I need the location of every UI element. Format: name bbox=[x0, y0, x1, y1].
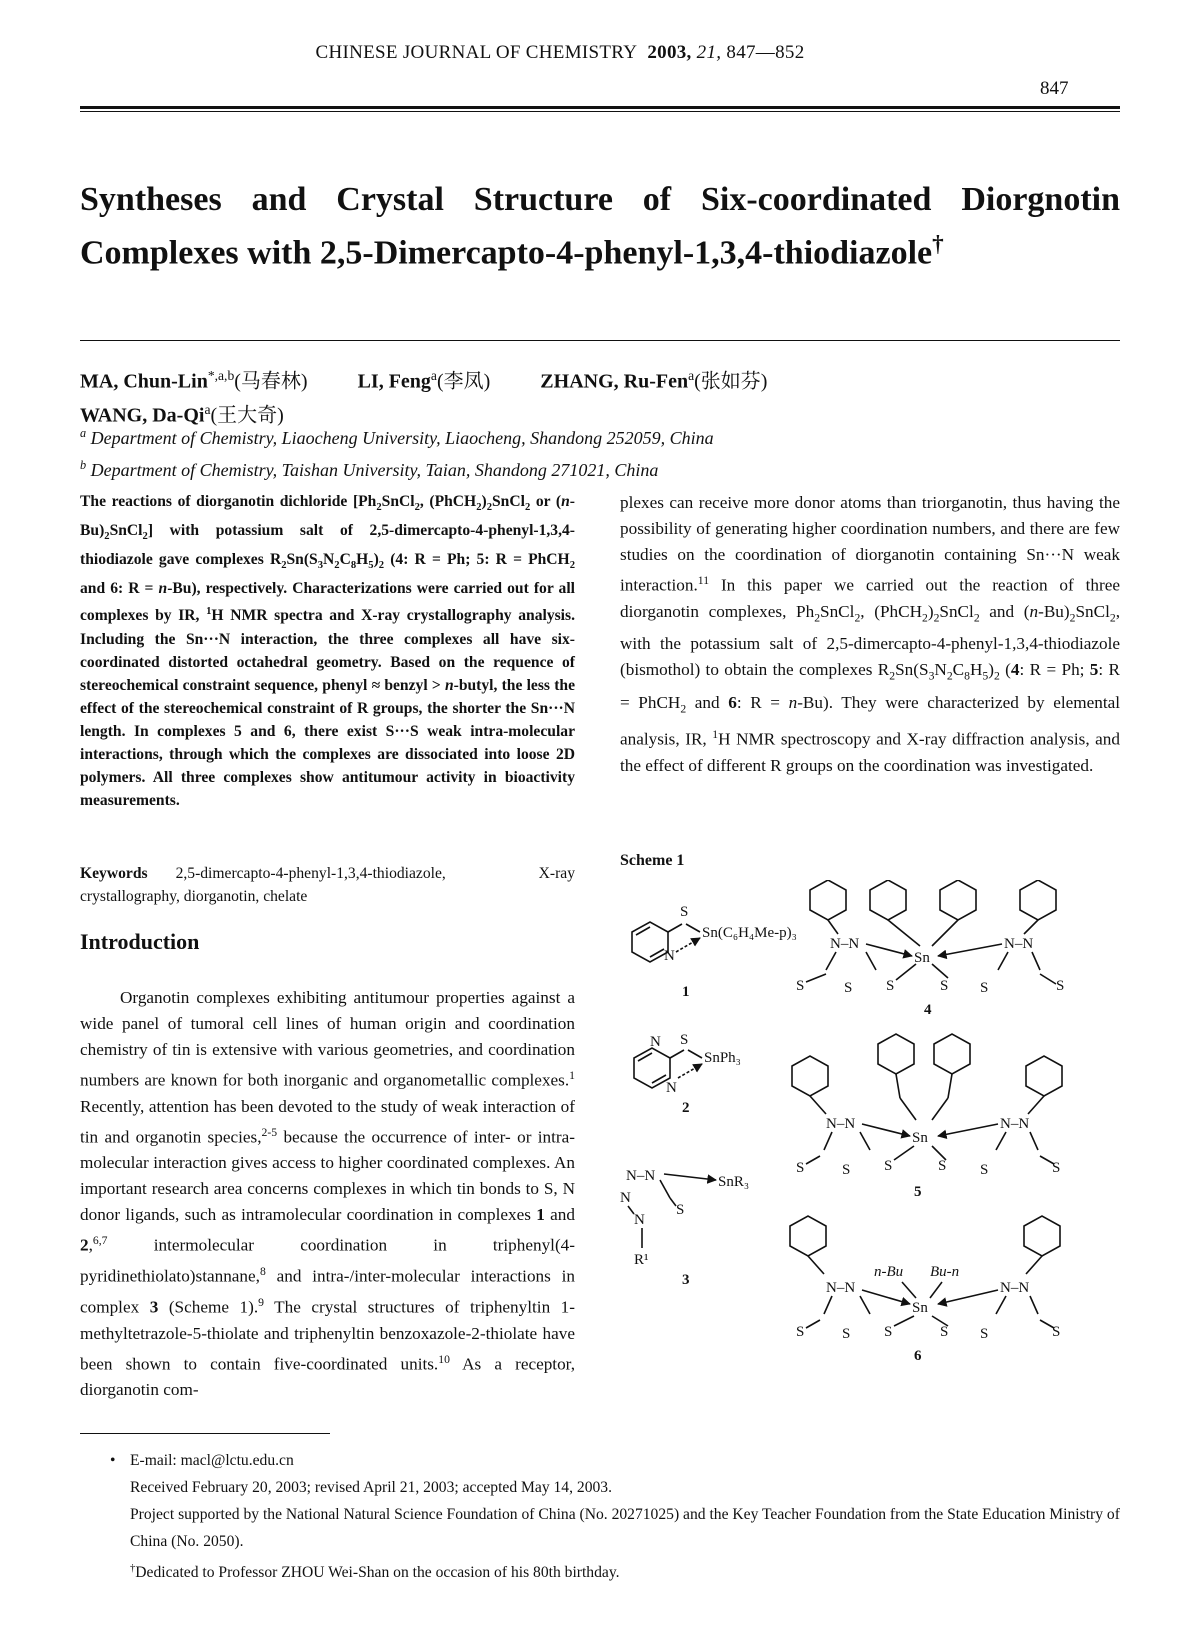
atom-label: N–N bbox=[1000, 1280, 1030, 1296]
atom-label: S bbox=[980, 1162, 989, 1178]
author-cn: (王大奇) bbox=[210, 404, 284, 427]
atom-label: S bbox=[796, 1324, 805, 1340]
affiliation-text: Department of Chemistry, Taishan University, Taian, Shandong 271021, China bbox=[90, 460, 659, 480]
paper-title bbox=[80, 178, 1120, 275]
atom-label: N bbox=[620, 1190, 631, 1206]
atom-label: S bbox=[796, 1160, 805, 1176]
compound-2 bbox=[634, 1032, 741, 1116]
atom-label: S bbox=[980, 1326, 989, 1342]
compound-label: 3 bbox=[682, 1272, 690, 1288]
compound-label: 4 bbox=[924, 1002, 932, 1018]
author-mark: a bbox=[688, 368, 695, 383]
atom-label: N bbox=[666, 1080, 677, 1096]
journal-volume: 21, bbox=[696, 42, 722, 63]
substituent-label: SnR₃ bbox=[718, 1174, 750, 1190]
substituent-label: SnPh₃ bbox=[704, 1050, 741, 1066]
substituent-label: n-Bu bbox=[874, 1264, 904, 1280]
author-cn: (李凤) bbox=[436, 370, 491, 393]
compound-1 bbox=[632, 904, 797, 1000]
compound-label: 6 bbox=[914, 1348, 922, 1364]
keywords-text: 2,5-dimercapto-4-phenyl-1,3,4-thiodiazole, X-ray crystallography, diorganotin, chelate bbox=[80, 865, 575, 905]
compound-4 bbox=[796, 880, 1064, 1018]
compound-label: 2 bbox=[682, 1100, 690, 1116]
title-dagger: † bbox=[932, 231, 944, 257]
atom-label: S bbox=[676, 1202, 685, 1218]
affiliation-mark: a bbox=[80, 426, 87, 440]
keywords-label: Keywords bbox=[80, 865, 148, 882]
atom-label: N–N bbox=[626, 1168, 656, 1184]
atom-label: N–N bbox=[826, 1116, 856, 1132]
compound-label: 1 bbox=[682, 984, 690, 1000]
author-name: WANG, Da-Qi bbox=[80, 404, 205, 427]
atom-label: S bbox=[680, 1032, 689, 1048]
substituent-label: Bu-n bbox=[930, 1264, 960, 1280]
journal-year: 2003, bbox=[647, 42, 692, 63]
affiliation-mark: b bbox=[80, 458, 87, 472]
atom-label: S bbox=[938, 1158, 947, 1174]
header-rule bbox=[80, 106, 1120, 109]
atom-label: S bbox=[884, 1324, 893, 1340]
atom-label: N bbox=[634, 1212, 645, 1228]
atom-label: Sn bbox=[914, 950, 930, 966]
title-line-1: Syntheses and Crystal Structure of Six-coordinated Diorgnotin bbox=[80, 181, 1120, 218]
abstract: The reactions of diorganotin dichloride [$Ph_2SnCl_2$, $(PhCH_2)_2SnCl_2$ or $(n-Bu)_2SnCl_2$] with potassium salt of 2,5-dimercapto-4-phenyl-1,3,4-thiodiazole gave complexes $R_2Sn(S_3N_2C_8H_5)_2$ (4: R = Ph; 5: R = PhCH$_2$ and 6: R = n-Bu), respectively. Characterizations were carried out for all complexes by IR, $^1$H NMR spectra and X-ray crystallography analysis. Including the Sn···N interaction, the three complexes all have six-coordinated distorted octahedral geometry. Based on the requence of stereochemical constraint sequence, phenyl ≈ benzyl > n-butyl, the less the effect of the stereochemical constraint of R groups, the shorter the Sn···N length. In complexes 5 and 6, there exist S···S weak intra-molecular interactions, through which the complexes are dissociated into loose 2D polymers. All three complexes show antitumour activity in bioactivity measurements. bbox=[80, 493, 575, 809]
author-mark: a bbox=[204, 401, 211, 417]
atom-label: N bbox=[650, 1034, 661, 1050]
substituent-label: Sn(C₆H₄Me-p)₃ bbox=[702, 925, 797, 941]
compound-label: 5 bbox=[914, 1184, 922, 1200]
author-mark: *,a,b bbox=[207, 368, 235, 383]
atom-label: N–N bbox=[1000, 1116, 1030, 1132]
author-cn: (马春林) bbox=[234, 370, 308, 393]
author-cn: (张如芬) bbox=[694, 370, 768, 393]
footnote-email: • E-mail: macl@lctu.edu.cn bbox=[110, 1452, 294, 1469]
atom-label: S bbox=[1052, 1324, 1061, 1340]
title-line-2 bbox=[80, 222, 1120, 275]
atom-label: S bbox=[842, 1326, 851, 1342]
introduction-text: Organotin complexes exhibiting antitumour properties against a wide panel of tumoral cell lines of human origin and coordination chemistry of tin is extensive with various geometries, and coordination numbers are known for both inorganic and organometallic complexes.$^1$ Recently, attention has been devoted to the study of weak interaction of tin and organotin species,$^{2-5}$ because the occurrence of inter- or intra-molecular interaction gives access to higher coordinated complexes. An important research area concerns complexes in which tin bonds to S, N donor ligands, such as intramolecular coordination in complexes 1 and 2,$^{6,7}$ intermolecular coordination in triphenyl(4-pyridinethiolato)stannane,$^8$ and intra-/inter-molecular interactions in complex 3 (Scheme 1).$^9$ The crystal structures of triphenyltin 1-methyltetrazole-5-thiolate and triphenyltin benzoxazole-2-thiolate have been shown to contain five-coordinated units.$^{10}$ As a receptor, diorganotin com- bbox=[80, 988, 576, 1400]
atom-label: S bbox=[842, 1162, 851, 1178]
title-line-2-text: Complexes with 2,5-Dimercapto-4-phenyl-1,3,4-thiodiazole bbox=[80, 234, 933, 272]
atom-label: S bbox=[940, 1324, 949, 1340]
author-name: ZHANG, Ru-Fen bbox=[540, 370, 689, 393]
atom-label: S bbox=[680, 904, 689, 920]
page-number: 847 bbox=[1040, 78, 1069, 99]
atom-label: S bbox=[844, 980, 853, 996]
atom-label: N–N bbox=[1004, 936, 1034, 952]
journal-pages: 847—852 bbox=[726, 42, 805, 63]
header-rule-thin bbox=[80, 111, 1120, 112]
journal-name: CHINESE JOURNAL OF CHEMISTRY bbox=[315, 42, 638, 63]
footnote-project: Project supported by the National Natural Science Foundation of China (No. 20271025) and the Key Teacher Foundation from the State Education Ministry of China (No. 2050). bbox=[130, 1506, 1120, 1550]
author-name: MA, Chun-Lin bbox=[80, 370, 208, 393]
footnotes bbox=[80, 1447, 1120, 1586]
atom-label: S bbox=[980, 980, 989, 996]
compound-6 bbox=[790, 1216, 1060, 1364]
affiliation-a bbox=[80, 420, 1120, 452]
section-heading: Introduction bbox=[80, 929, 200, 954]
compound-5 bbox=[792, 1034, 1062, 1200]
affiliations bbox=[80, 420, 1120, 484]
atom-label: Sn bbox=[912, 1130, 928, 1146]
atom-label: S bbox=[886, 978, 895, 994]
atom-label: S bbox=[1056, 978, 1065, 994]
atom-label: N–N bbox=[830, 936, 860, 952]
right-column-text: plexes can receive more donor atoms than triorganotin, thus having the possibility of generating higher coordination numbers, and there are few studies on the coordination of diorganotin containing Sn···N weak interaction.$^{11}$ In this paper we carried out the reaction of three diorganotin complexes, $Ph_2SnCl_2$, $(PhCH_2)_2SnCl_2$ and $(n-Bu)_2SnCl_2$, with the potassium salt of 2,5-dimercapto-4-phenyl-1,3,4-thiodiazole (bismothol) to obtain the complexes $R_2Sn(S_3N_2C_8H_5)_2$ (4: R = Ph; 5: R = PhCH$_2$ and 6: R = n-Bu). They were characterized by elemental analysis, IR, $^1$H NMR spectroscopy and X-ray diffraction analysis, and the effect of different R groups on the coordination was investigated. bbox=[620, 493, 1121, 775]
footnote-dedication: †Dedicated to Professor ZHOU Wei-Shan on the occasion of his 80th birthday. bbox=[130, 1563, 620, 1582]
footnote-received: Received February 20, 2003; revised April 21, 2003; accepted May 14, 2003. bbox=[130, 1479, 612, 1496]
atom-label: S bbox=[884, 1158, 893, 1174]
keywords bbox=[80, 862, 575, 908]
running-head bbox=[0, 42, 1120, 64]
atom-label: Sn bbox=[912, 1300, 928, 1316]
affiliation-b bbox=[80, 452, 1120, 484]
atom-label: N bbox=[664, 948, 675, 964]
atom-label: S bbox=[796, 978, 805, 994]
scheme-1-diagram bbox=[620, 880, 1120, 1400]
atom-label: N–N bbox=[826, 1280, 856, 1296]
author-name: LI, Feng bbox=[357, 370, 431, 393]
atom-label: S bbox=[940, 978, 949, 994]
affiliation-text: Department of Chemistry, Liaocheng University, Liaocheng, Shandong 252059, China bbox=[90, 428, 714, 448]
substituent-label: R¹ bbox=[634, 1252, 649, 1268]
footnote-rule bbox=[80, 1433, 330, 1434]
atom-label: S bbox=[1052, 1160, 1061, 1176]
authors-rule bbox=[80, 340, 1120, 341]
scheme-label: Scheme 1 bbox=[620, 852, 685, 869]
compound-3 bbox=[620, 1168, 749, 1288]
author-mark: a bbox=[430, 368, 437, 383]
